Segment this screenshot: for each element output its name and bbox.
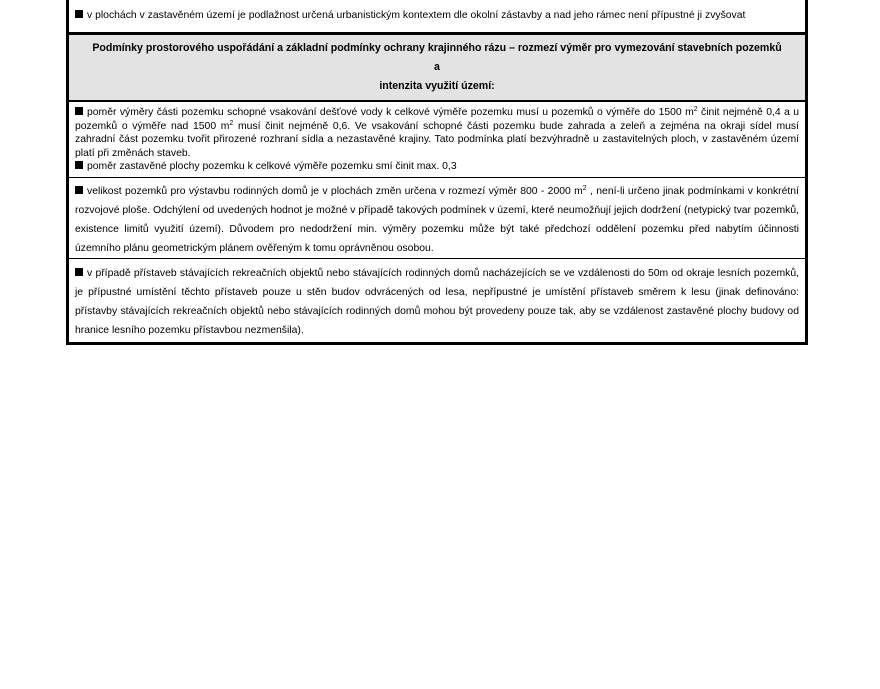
row-text: v plochách v zastavěném území je podlažnost určená urbanistickým kontextem dle okolní zástavby a nad jeho rámec není přípustné ji zvyšovat bbox=[87, 10, 746, 21]
regulations-table bbox=[66, 0, 808, 345]
square-bullet-icon bbox=[75, 10, 83, 18]
square-bullet-icon bbox=[75, 107, 83, 115]
section-heading-line-1: Podmínky prostorového uspořádání a základní podmínky ochrany krajinného rázu – rozmezí výměr pro vymezování stavebních pozemků a bbox=[92, 42, 782, 73]
section-heading bbox=[69, 32, 805, 102]
square-bullet-icon bbox=[75, 161, 83, 169]
list-item: poměr zastavěné plochy pozemku k celkové výměře pozemku smí činit max. 0,3 bbox=[75, 160, 799, 174]
table-row bbox=[69, 0, 805, 32]
square-bullet-icon bbox=[75, 186, 83, 194]
table-row: velikost pozemků pro výstavbu rodinných domů je v plochách změn určena v rozmezí výměr 800 - 2000 $m^2$ , není-li určeno jinak podmínkami v konkrétní rozvojové ploše. Odchýlení od uvedených hodnot je možné v případě takových podmínek v území, které neumožňují jejich dodržení (netypický tvar pozemků, existence limitů využití území). Důvodem pro nedodržení min. výměry pozemku může být také předchozí oddělení pozemku před nabytím účinnosti územního plánu geometrickým plánem ověřeným k tomu oprávněnou osobou. bbox=[69, 177, 805, 258]
square-bullet-icon bbox=[75, 268, 83, 276]
section-heading-line-2: intenzita využití území: bbox=[379, 80, 495, 92]
table-row bbox=[69, 102, 805, 177]
list-item: poměr výměry části pozemku schopné vsakování dešťové vody k celkové výměře pozemku musí u pozemků o výměře do 1500 $m^2$ činit nejméně 0,4 a u pozemků o výměře nad 1500 $m^2$ musí činit nejméně 0,6. Ve vsakování schopné části pozemku bude zahrada a zeleň a zejména na okraji sídel musí zahradní část pozemku tvořit přirozené rozhraní sídla a nezastavěné krajiny. Tato podmínka platí bezvýhradně u zastavitelných ploch, v zastavěném území platí při změnách staveb. bbox=[75, 106, 799, 159]
table-row: v případě přístaveb stávajících rekreačních objektů nebo stávajících rodinných domů nacházejících se ve vzdálenosti do 50m od okraje lesních pozemků, je přípustné umístění těchto přístaveb pouze u stěn budov odvrácených od lesa, nepřípustné je umístění přístaveb směrem k lesu (jinak definováno: přístavby stávajících rekreačních objektů nebo stávajících rodinných domů mohou být provedeny pouze tak, aby se vzdálenost zastavěné plochy budovy od hranice lesního pozemku přístavbou nezmenšila). bbox=[69, 258, 805, 342]
